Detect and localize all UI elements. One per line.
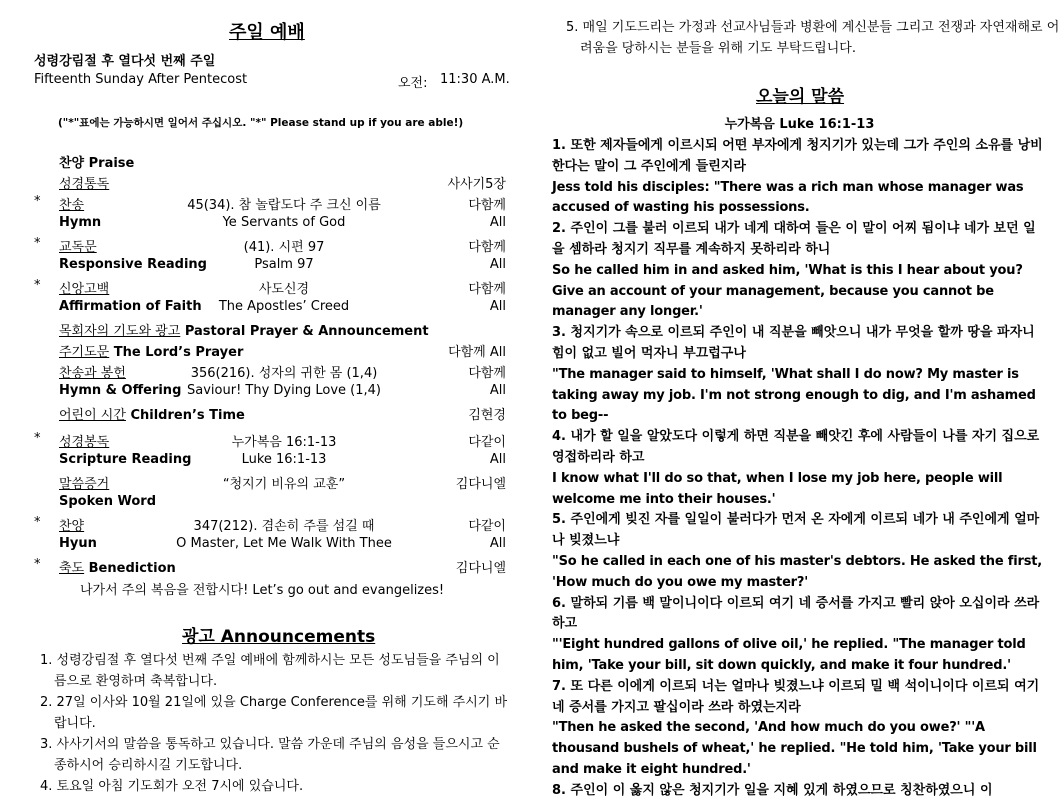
worship-item-english: Benediction [84,561,176,576]
worship-item-korean: 어린이 시간 [59,408,126,423]
announcement-item-5: 5. 매일 기도드리는 가정과 선교사님들과 병환에 계신분들 그리고 전쟁과 자연재해로 어려움을 당하시는 분들을 위해 기도 부탁드립니다. [566,20,1059,56]
time-label: 오전: [398,76,428,91]
worship-item-leader: All [489,299,506,314]
worship-item-detail: 356(216). 성자의 귀한 몸 (1,4) [190,366,378,381]
worship-row [34,494,514,514]
worship-item-english: Responsive Reading [59,257,207,272]
scripture-verses [552,136,1047,802]
scripture-reference: 누가복음 Luke 16:1-13 [724,117,875,132]
worship-item-leader: 김다니엘 [455,477,506,492]
worship-item-leader: 김다니엘 [455,561,506,576]
stand-note: ("*"표에는 가능하시면 일어서 주십시오. "*" Please stand up if you are able!) [58,117,464,129]
stand-marker: * [34,557,41,572]
verse-korean: 3. 청지기가 속으로 이르되 주인이 내 직분을 빼앗으니 내가 무엇을 할까 땅을 파자니 힘이 없고 빌어 먹자니 부끄럽구나 [552,325,1035,361]
worship-item-english: Hymn & Offering [59,383,182,398]
worship-item-korean: 찬송 [59,198,85,213]
worship-item-label [59,320,429,339]
worship-item-leader: 다함께 All [448,345,506,360]
worship-item-leader: All [489,536,506,551]
worship-item-korean: 찬송과 봉헌 [59,366,126,381]
worship-item-english: Affirmation of Faith [59,299,202,314]
worship-item-label [59,557,176,576]
worship-item-detail: Luke 16:1-13 [241,452,327,467]
worship-row [34,452,514,472]
worship-item-leader: All [489,452,506,467]
worship-item-leader: 다함께 [468,282,506,297]
verse-korean: 4. 내가 할 일을 알았도다 이렇게 하면 직분을 빼앗긴 후에 사람들이 나를 자기 집으로 영접하리라 하고 [552,429,1040,465]
announcements-title: 광고 Announcements [182,627,376,647]
worship-item-korean: 축도 [59,561,85,576]
verse-english: I know what I'll do so that, when I lose my job here, people will welcome me into their houses.' [552,470,1003,507]
worship-item-english: Children’s Time [125,408,245,423]
sending-message: 나가서 주의 복음을 전합시다! Let’s go out and evangelizes! [80,583,445,598]
worship-item-detail: “청지기 비유의 교훈” [222,477,346,492]
stand-marker: * [34,515,41,530]
worship-row [34,257,514,277]
stand-marker: * [34,236,41,251]
scripture-column [540,0,1059,807]
worship-item-detail: Psalm 97 [254,257,314,272]
worship-item-label [59,494,156,509]
worship-item-label [59,341,243,360]
announcement-item: 3. 사사기서의 말씀을 통독하고 있습니다. 말씀 가운데 주님의 음성을 들으시고 순종하시어 승리하시길 기도합니다. [40,737,500,773]
worship-row [34,173,514,193]
worship-row [34,152,514,172]
worship-item-detail: (41). 시편 97 [243,240,325,255]
worship-item-label [59,236,97,255]
worship-item-leader: All [489,383,506,398]
worship-item-leader: All [489,257,506,272]
worship-item-korean: 주기도문 [59,345,110,360]
verse-english: "Then he asked the second, 'And how much do you owe?' "'A thousand bushels of wheat,' he replied. "He told him, 'Take your bill and make it eight hundred.' [552,720,1037,777]
worship-row [34,473,514,493]
worship-item-leader: 다함께 [468,198,506,213]
worship-item-leader: 다같이 [468,435,506,450]
worship-item-leader: 다같이 [468,519,506,534]
verse-english: "'Eight hundred gallons of olive oil,' he replied. "The manager told him, 'Take your bill, sit down quickly, and make it four hundred.' [552,637,1026,673]
worship-item-label [59,431,109,450]
worship-row [34,536,514,556]
worship-item-english: Spoken Word [59,494,157,509]
announcements-list [40,650,510,797]
announcement-item: 2. 27일 이사와 10월 21일에 있을 Charge Conference를 위해 기도해 주시기 바랍니다. [40,695,508,731]
worship-row [34,431,514,451]
subtitle-english: Fifteenth Sunday After Pentecost [34,72,248,87]
worship-item-detail: 누가복음 16:1-13 [231,435,337,450]
worship-item-leader: 다함께 [468,240,506,255]
worship-item-korean: 성경통독 [59,177,110,192]
worship-item-detail: 45(34). 참 놀랍도다 주 크신 이름 [187,198,381,213]
worship-row [34,278,514,298]
todays-word-title: 오늘의 말씀 [756,87,845,107]
worship-row [34,194,514,214]
worship-row [34,404,514,424]
worship-item-korean: 교독문 [59,240,97,255]
worship-item-label [59,404,245,423]
worship-item-label [59,473,109,492]
worship-item-label [59,362,126,381]
worship-item-leader: All [489,215,506,230]
worship-item-korean: 목회자의 기도와 광고 [59,324,181,339]
worship-item-leader: 다함께 [468,366,506,381]
worship-item-detail: 사도신경 [258,282,310,297]
worship-item-english: Hymn [59,215,102,230]
worship-row [34,299,514,319]
worship-row [34,320,514,340]
worship-row [34,236,514,256]
verse-korean: 7. 또 다른 이에게 이르되 너는 얼마나 빚졌느냐 이르되 밀 백 석이니이다 이르되 여기 네 증서를 가지고 팔십이라 쓰라 하였는지라 [552,678,1040,715]
time-value: 11:30 A.M. [440,72,510,87]
verse-korean: 2. 주인이 그를 불러 이르되 내가 네게 대하여 들은 이 말이 어찌 됨이냐 네가 보던 일을 셈하라 청지기 직무를 계속하지 못하리라 하니 [552,221,1036,257]
worship-item-detail: The Apostles’ Creed [218,299,350,314]
worship-item-korean: 성경봉독 [59,435,110,450]
worship-title: 주일 예배 [229,22,305,43]
stand-marker: * [34,431,41,446]
subtitle-korean: 성령강림절 후 열다섯 번째 주일 [34,54,216,69]
worship-item-label [59,194,84,213]
verse-korean: 5. 주인에게 빚진 자를 일일이 불러다가 먼저 온 자에게 이르되 네가 내 주인에게 얼마나 빚졌느냐 [552,512,1040,549]
worship-item-detail: Saviour! Thy Dying Love (1,4) [187,383,381,398]
worship-item-label [59,536,97,551]
worship-item-korean: 찬양 [59,519,85,534]
worship-item-english: The Lord’s Prayer [109,345,244,360]
stand-marker: * [34,278,41,293]
worship-item-leader: 김현경 [468,408,506,423]
verse-english: So he called him in and asked him, 'What is this I hear about you? Give an account of your management, because you cannot be manager any longer.' [552,262,1023,320]
worship-item-label [59,278,109,297]
worship-item-label [59,152,134,171]
verse-english: Jess told his disciples: "There was a rich man whose manager was accused of wasting his possessions. [552,179,1024,216]
worship-item-detail: O Master, Let Me Walk With Thee [176,536,392,551]
verse-korean: 8. 주인이 이 옳지 않은 청지기가 일을 지혜 있게 하였으므로 칭찬하였으니 이 [552,782,993,798]
worship-row [34,362,514,382]
worship-item-english: Hyun [59,536,97,551]
worship-item-label [59,173,109,192]
worship-item-detail: Ye Servants of God [222,215,346,230]
worship-row [34,515,514,535]
worship-item-korean: 말씀증거 [59,477,110,492]
verse-korean: 1. 또한 제자들에게 이르시되 어떤 부자에게 청지기가 있는데 그가 주인의 소유를 낭비한다는 말이 그 주인에게 들린지라 [552,138,1043,174]
worship-row [34,341,514,361]
worship-item-label [59,215,101,230]
worship-item-english: Scripture Reading [59,452,192,467]
announcement-item: 4. 토요일 아침 기도회가 오전 7시에 있습니다. [40,779,304,794]
worship-item-english: 찬양 Praise [59,156,135,171]
verse-korean: 6. 말하되 기름 백 말이니이다 이르되 여기 네 증서를 가지고 빨리 앉아 오십이라 쓰라 하고 [552,595,1040,632]
stand-marker: * [34,194,41,209]
verse-english: "So he called in each one of his master's debtors. He asked the first, 'How much do you owe my master?' [552,553,1042,590]
worship-row [34,215,514,235]
worship-item-detail: 347(212). 겸손히 주를 섬길 때 [193,519,375,534]
worship-item-label [59,515,84,534]
worship-row [34,383,514,403]
worship-item-english: Pastoral Prayer & Announcement [180,324,429,339]
worship-item-korean: 신앙고백 [59,282,110,297]
worship-item-leader: 사사기5장 [447,177,506,192]
announcement-item: 1. 성령강림절 후 열다섯 번째 주일 예배에 함께하시는 모든 성도님들을 주님의 이름으로 환영하며 축복합니다. [40,653,500,689]
verse-english: "The manager said to himself, 'What shall I do now? My master is taking away my job. I'm not strong enough to dig, and I'm ashamed to beg-- [552,366,1036,424]
worship-row [34,557,514,577]
